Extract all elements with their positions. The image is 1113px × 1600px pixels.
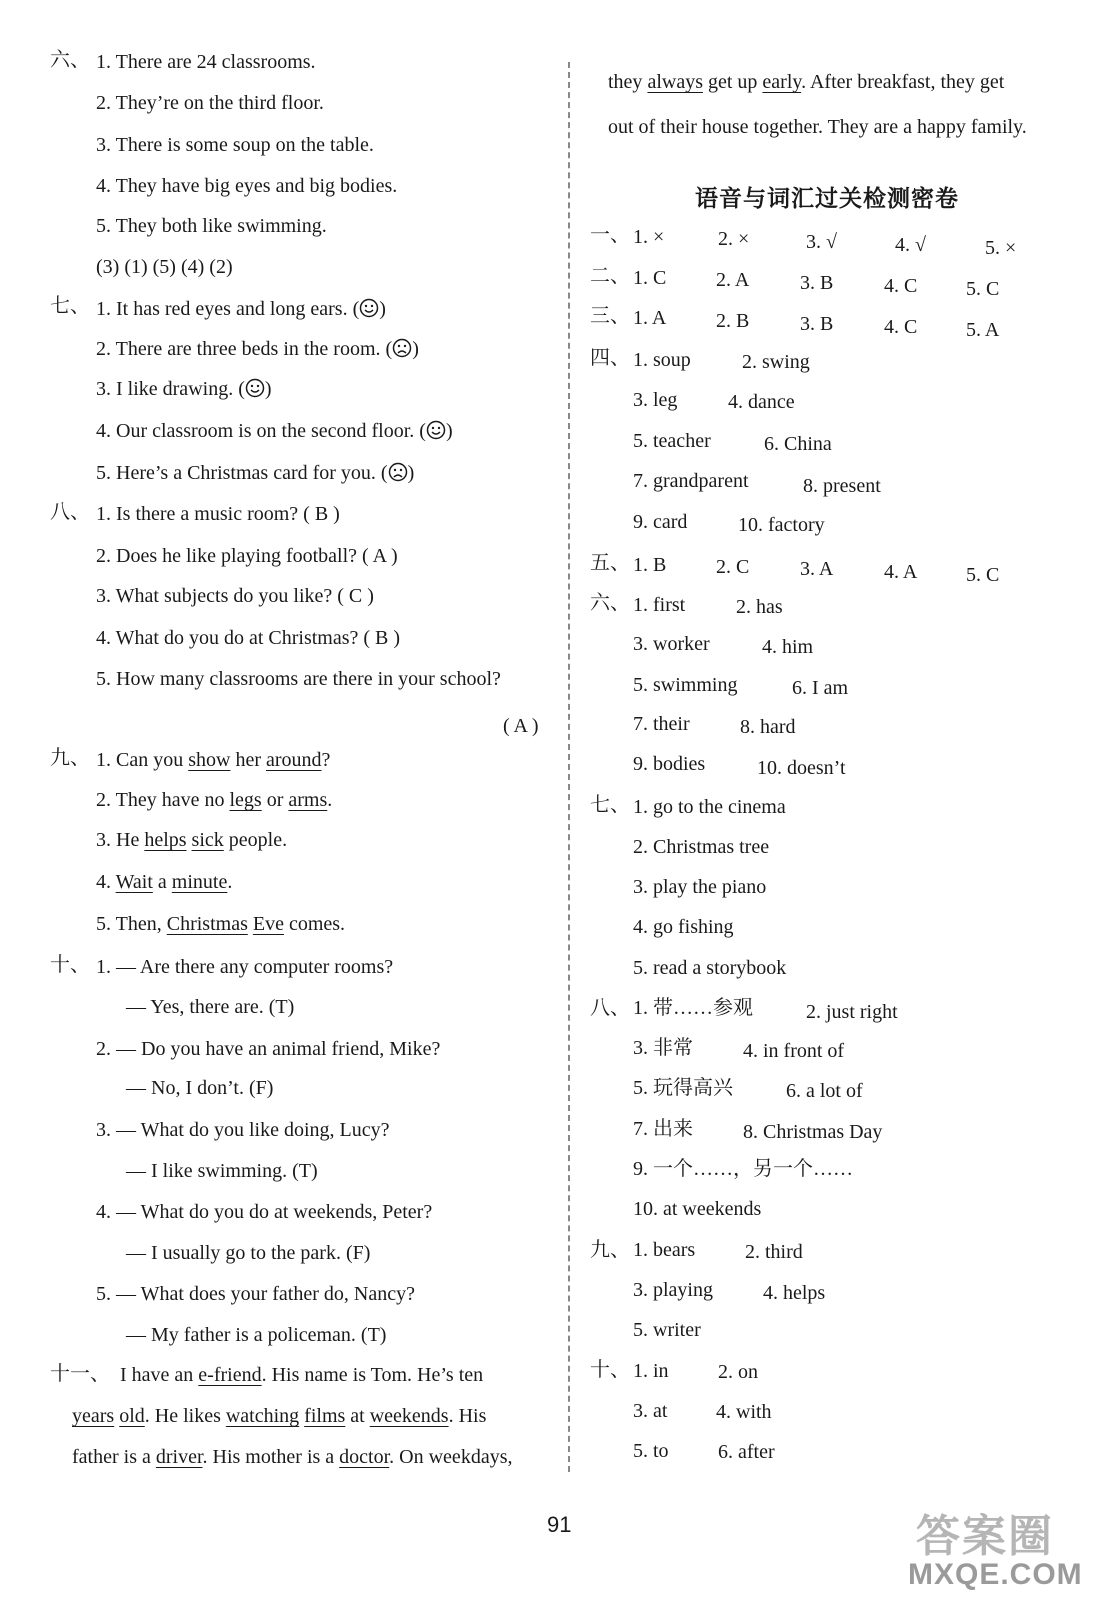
answer-item: 4. C xyxy=(884,275,918,297)
answer-item: 4. helps xyxy=(763,1282,826,1304)
answer-item: 7. grandparent xyxy=(633,470,749,492)
answer-item: 1. go to the cinema xyxy=(633,796,786,818)
sad-face-icon xyxy=(392,338,412,358)
answer-item: 2. swing xyxy=(742,351,810,373)
sad-face-icon xyxy=(388,462,408,482)
answer-item: 3. B xyxy=(800,272,834,294)
section-label: 八、 xyxy=(50,501,90,523)
section-label: 四、 xyxy=(590,347,630,369)
answer-item: 4. him xyxy=(762,636,814,658)
section-label: 一、 xyxy=(590,224,630,246)
answer-item: 8. Christmas Day xyxy=(743,1121,883,1143)
answer-item: 6. after xyxy=(718,1441,775,1463)
dialogue-line: 3. — What do you like doing, Lucy? xyxy=(96,1119,390,1141)
answer-item: 2. C xyxy=(716,556,750,578)
answer-item: 10. doesn’t xyxy=(757,757,846,779)
section-label: 九、 xyxy=(590,1239,630,1261)
answer-item: 3. playing xyxy=(633,1279,713,1301)
answer-line: 2. They’re on the third floor. xyxy=(96,92,324,114)
answer-item: 1. B xyxy=(633,554,667,576)
answer-line: 2. Does he like playing football? ( A ) xyxy=(96,545,398,567)
answer-line: 1. There are 24 classrooms. xyxy=(96,51,316,73)
answer-item: 1. bears xyxy=(633,1239,696,1261)
section-title: 语音与词汇过关检测密卷 xyxy=(695,186,959,212)
answer-item: 2. A xyxy=(716,269,750,291)
answer-choice: ( A ) xyxy=(503,715,539,737)
passage-line: years old. He likes watching films at weekends. His xyxy=(72,1405,487,1427)
answer-item: 2. × xyxy=(718,228,750,250)
answer-item: 4. in front of xyxy=(743,1040,845,1062)
dialogue-line: — I like swimming. (T) xyxy=(126,1160,318,1182)
section-label: 八、 xyxy=(590,997,630,1019)
section-label: 六、 xyxy=(50,49,90,71)
dialogue-line: 1. — Are there any computer rooms? xyxy=(96,956,394,978)
order-answer: (3) (1) (5) (4) (2) xyxy=(96,256,233,278)
answer-line: 2. There are three beds in the room. ( ) xyxy=(96,338,419,360)
answer-item: 5. C xyxy=(966,278,1000,300)
watermark-url: MXQE.COM xyxy=(908,1558,1083,1591)
answer-line: 5. They both like swimming. xyxy=(96,215,327,237)
section-label: 三、 xyxy=(590,305,630,327)
passage-line: I have an e-friend. His name is Tom. He’s ten xyxy=(120,1364,484,1386)
answer-item: 9. bodies xyxy=(633,753,706,775)
answer-item: 10. at weekends xyxy=(633,1198,762,1220)
answer-line: 1. Can you show her around? xyxy=(96,749,331,771)
answer-item: 3. worker xyxy=(633,633,710,655)
answer-line: 1. It has red eyes and long ears. ( ) xyxy=(96,298,386,320)
answer-item: 5. read a storybook xyxy=(633,957,787,979)
dialogue-line: — I usually go to the park. (F) xyxy=(126,1242,371,1264)
dialogue-line: — My father is a policeman. (T) xyxy=(126,1324,387,1346)
smile-face-icon xyxy=(426,420,446,440)
dialogue-line: — No, I don’t. (F) xyxy=(126,1077,274,1099)
answer-line: 4. Wait a minute. xyxy=(96,871,233,893)
answer-line: 3. I like drawing. ( ) xyxy=(96,378,272,400)
answer-item: 2. B xyxy=(716,310,750,332)
smile-face-icon xyxy=(359,298,379,318)
watermark-logo: 答案圈 xyxy=(916,1511,1054,1562)
answer-item: 6. a lot of xyxy=(786,1080,863,1102)
answer-line: 3. What subjects do you like? ( C ) xyxy=(96,585,374,607)
answer-item: 3. A xyxy=(800,558,834,580)
answer-item: 3. B xyxy=(800,313,834,335)
answer-item: 3. √ xyxy=(806,231,837,253)
answer-item: 5. writer xyxy=(633,1319,701,1341)
answer-item: 5. 玩得高兴 xyxy=(633,1077,733,1099)
answer-item: 7. their xyxy=(633,713,690,735)
answer-line: 3. He helps sick people. xyxy=(96,829,288,851)
answer-item: 1. C xyxy=(633,267,667,289)
answer-item: 4. with xyxy=(716,1401,772,1423)
section-label: 七、 xyxy=(590,794,630,816)
answer-line: 5. Here’s a Christmas card for you. ( ) xyxy=(96,462,415,484)
section-label: 六、 xyxy=(590,592,630,614)
answer-line: 4. Our classroom is on the second floor. ( ) xyxy=(96,420,453,442)
section-label: 十、 xyxy=(50,954,90,976)
section-label: 五、 xyxy=(590,552,630,574)
answer-line: 5. Then, Christmas Eve comes. xyxy=(96,913,346,935)
answer-item: 2. third xyxy=(745,1241,803,1263)
answer-item: 1. × xyxy=(633,226,665,248)
smile-face-icon xyxy=(245,378,265,398)
answer-item: 4. dance xyxy=(728,391,795,413)
answer-item: 8. present xyxy=(803,475,881,497)
dialogue-line: — Yes, there are. (T) xyxy=(126,996,295,1018)
answer-item: 5. × xyxy=(985,237,1017,259)
answer-item: 7. 出来 xyxy=(633,1118,693,1140)
answer-item: 1. first xyxy=(633,594,686,616)
answer-item: 2. just right xyxy=(806,1001,898,1023)
answer-line: 5. How many classrooms are there in your school? xyxy=(96,668,501,690)
section-label: 十、 xyxy=(590,1359,630,1381)
page-number: 91 xyxy=(547,1512,572,1537)
dialogue-line: 4. — What do you do at weekends, Peter? xyxy=(96,1201,433,1223)
answer-item: 3. leg xyxy=(633,389,678,411)
answer-item: 2. has xyxy=(736,596,783,618)
dialogue-line: 5. — What does your father do, Nancy? xyxy=(96,1283,415,1305)
answer-line: 4. They have big eyes and big bodies. xyxy=(96,175,398,197)
answer-item: 3. 非常 xyxy=(633,1037,693,1059)
answer-item: 4. A xyxy=(884,561,918,583)
answer-item: 5. teacher xyxy=(633,430,711,452)
section-label: 二、 xyxy=(590,265,630,287)
answer-item: 5. C xyxy=(966,564,1000,586)
dialogue-line: 2. — Do you have an animal friend, Mike? xyxy=(96,1038,441,1060)
answer-item: 8. hard xyxy=(740,716,796,738)
answer-item: 1. A xyxy=(633,307,667,329)
answer-item: 5. A xyxy=(966,319,1000,341)
answer-item: 6. China xyxy=(764,433,832,455)
answer-item: 10. factory xyxy=(738,514,825,536)
section-label: 九、 xyxy=(50,747,90,769)
answer-item: 3. play the piano xyxy=(633,876,767,898)
answer-item: 5. swimming xyxy=(633,674,738,696)
answer-item: 4. C xyxy=(884,316,918,338)
answer-item: 4. go fishing xyxy=(633,916,734,938)
passage-line: out of their house together. They are a happy family. xyxy=(608,116,1027,138)
section-label: 十一、 xyxy=(50,1363,110,1385)
answer-item: 6. I am xyxy=(792,677,849,699)
answer-item: 5. to xyxy=(633,1440,669,1462)
passage-line: father is a driver. His mother is a doctor. On weekdays, xyxy=(72,1446,513,1468)
answer-line: 4. What do you do at Christmas? ( B ) xyxy=(96,627,401,649)
passage-line: they always get up early. After breakfast, they get xyxy=(608,71,1005,93)
answer-item: 1. soup xyxy=(633,349,691,371)
answer-line: 2. They have no legs or arms. xyxy=(96,789,333,811)
answer-item: 9. card xyxy=(633,511,688,533)
answer-item: 4. √ xyxy=(895,234,926,256)
answer-item: 1. in xyxy=(633,1360,669,1382)
section-label: 七、 xyxy=(50,295,90,317)
answer-item: 3. at xyxy=(633,1400,668,1422)
answer-item: 2. on xyxy=(718,1361,758,1383)
answer-item: 9. 一个……，另一个…… xyxy=(633,1158,853,1180)
answer-item: 1. 带……参观 xyxy=(633,997,753,1019)
answer-line: 3. There is some soup on the table. xyxy=(96,134,374,156)
answer-line: 1. Is there a music room? ( B ) xyxy=(96,503,340,525)
column-divider xyxy=(568,62,570,1472)
answer-item: 2. Christmas tree xyxy=(633,836,770,858)
